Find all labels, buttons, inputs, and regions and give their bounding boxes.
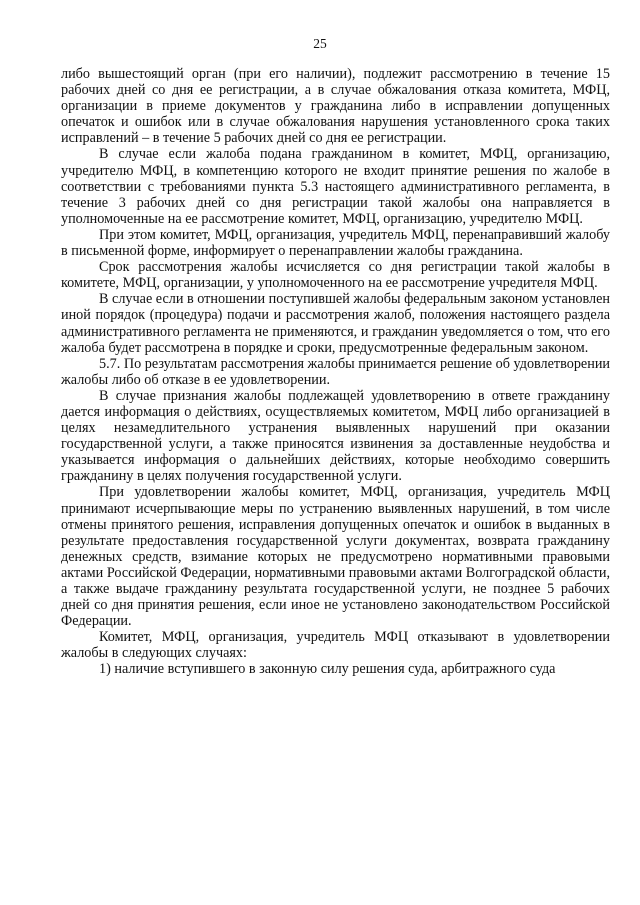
paragraph-review-period: Срок рассмотрения жалобы исчисляется со дня регистрации такой жалобы в комитете, МФЦ, организации, у уполномоченного на ее рассмотрение учредителя МФЦ.	[61, 259, 610, 292]
paragraph-remedial-measures: При удовлетворении жалобы комитет, МФЦ, организация, учредитель МФЦ принимают исчерпывающие меры по устранению выявленных нарушений, в том числе отмены принятого решения, исправления допущенных опечаток и ошибок в выданных в результате предоставления государственной услуги документах, возврата гражданину денежных средств, взимание которых не предусмотрено нормативными правовыми актами Российской Федерации, нормативными правовыми актами Волгоградской области, а также выдаче гражданину результата государственной услуги, не позднее 5 рабочих дней со дня принятия решения, если иное не установлено законодательством Российской Федерации.	[61, 484, 610, 630]
list-item-court-decision: 1) наличие вступившего в законную силу решения суда, арбитражного суда	[99, 661, 556, 678]
paragraph-complaint-deadline: либо вышестоящий орган (при его наличии), подлежит рассмотрению в течение 15 рабочих дней со дня ее регистрации, а в случае обжалования отказа комитета, МФЦ, организации в приеме документов у гражданина либо в исправлении допущенных опечаток и ошибок или в случае обжалования нарушения установленного срока таких исправлений – в течение 5 рабочих дней со дня ее регистрации.	[61, 66, 610, 147]
page-number: 25	[313, 36, 327, 51]
document-body	[61, 66, 610, 678]
paragraph-section-5-7: 5.7. По результатам рассмотрения жалобы принимается решение об удовлетворении жалобы либо об отказе в ее удовлетворении.	[61, 355, 610, 388]
paragraph-complaint-satisfied: В случае признания жалобы подлежащей удовлетворению в ответе гражданину дается информация о действиях, осуществляемых комитетом, МФЦ либо организацией в целях незамедлительного устранения выявленных нарушений при оказании государственной услуги, а также приносятся извинения за доставленные неудобства и указывается информация о дальнейших действиях, которые необходимо совершить гражданину в целях получения государственной услуги.	[61, 387, 610, 485]
paragraph-refusal-cases: Комитет, МФЦ, организация, учредитель МФЦ отказывают в удовлетворении жалобы в следующих случаях:	[61, 629, 610, 662]
paragraph-complaint-redirect: В случае если жалоба подана гражданином в комитет, МФЦ, организацию, учредителю МФЦ, в компетенцию которого не входит принятие решения по жалобе в соответствии с требованиями пункта 5.3 настоящего административного регламента, в течение 3 рабочих дней со дня регистрации такой жалобы она направляется в уполномоченные на ее рассмотрение комитет, МФЦ, организацию, учредителю МФЦ.	[61, 146, 610, 227]
paragraph-other-procedure: В случае если в отношении поступившей жалобы федеральным законом установлен иной порядок (процедура) подачи и рассмотрения жалоб, положения настоящего раздела административного регламента не применяются, и гражданин уведомляется о том, что его жалоба будет рассмотрена в порядке и сроки, предусмотренные федеральным законом.	[61, 291, 610, 356]
paragraph-redirect-notification: При этом комитет, МФЦ, организация, учредитель МФЦ, перенаправивший жалобу в письменной форме, информирует о перенаправлении жалобы гражданина.	[61, 226, 610, 260]
